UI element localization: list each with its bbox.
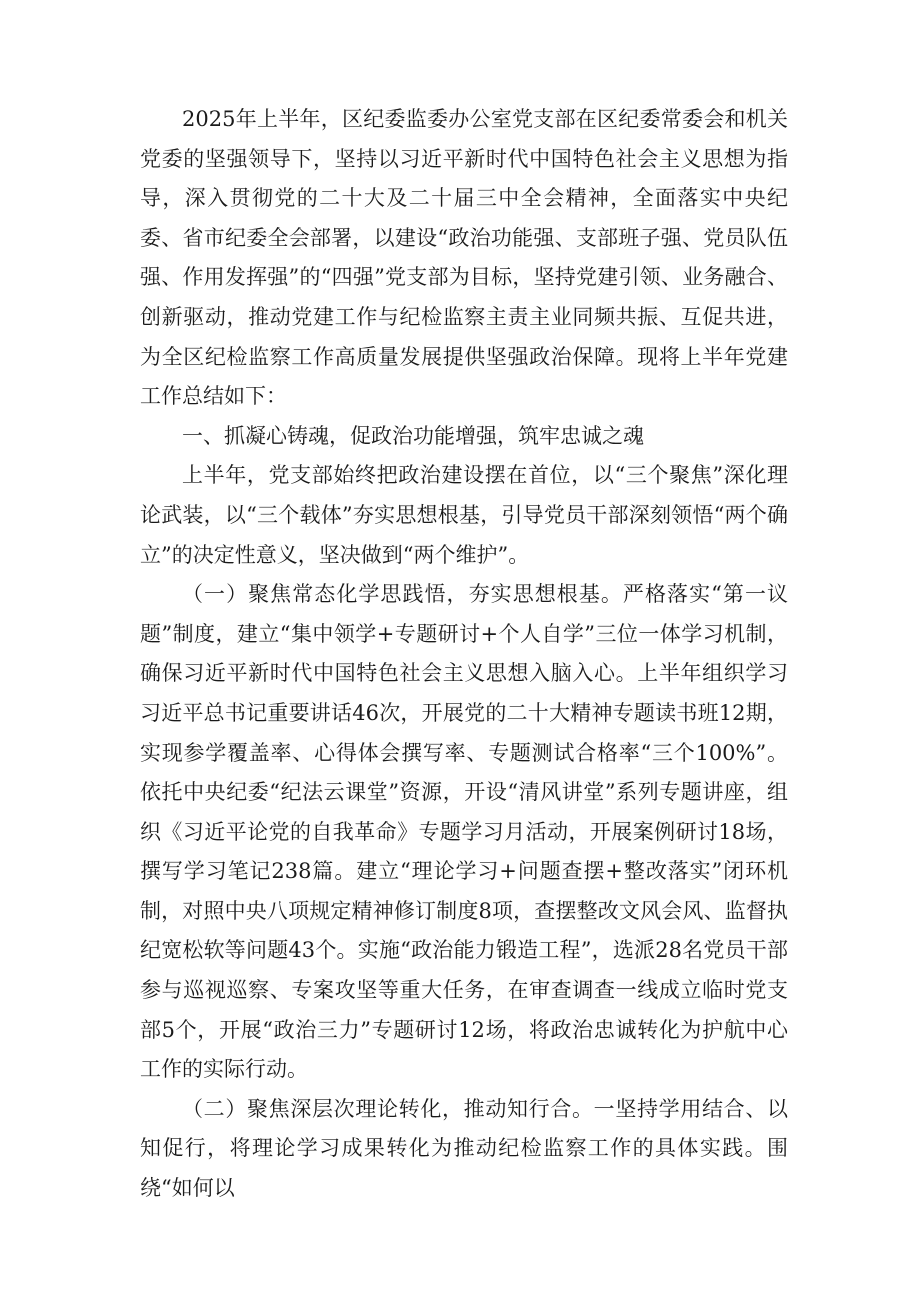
subsection-1-paragraph: （一）聚焦常态化学思践悟，夯实思想根基。严格落实“第一议题”制度，建立“集中领学+专题研讨+个人自学”三位一体学习机制，确保习近平新时代中国特色社会主义思想入脑入心。上半年组织学习习近平总书记重要讲话46次，开展党的二十大精神专题读书班12期，实现参学覆盖率、心得体会撰写率、专题测试合格率“三个100%”。依托中央纪委“纪法云课堂”资源，开设“清风讲堂”系列专题讲座，组织《习近平论党的自我革命》专题学习月活动，开展案例研讨18场，撰写学习笔记238篇。建立“理论学习+问题查摆+整改落实”闭环机制，对照中央八项规定精神修订制度8项，查摆整改文风会风、监督执纪宽松软等问题43个。实施“政治能力锻造工程”，选派28名党员干部参与巡视巡察、专案攻坚等重大任务，在审查调查一线成立临时党支部5个，开展“政治三力”专题研讨12场，将政治忠诚转化为护航中心工作的实际行动。: [140, 582, 788, 1082]
document-body: [140, 100, 788, 1209]
section-intro-paragraph: 上半年，党支部始终把政治建设摆在首位，以“三个聚焦”深化理论武装，以“三个载体”夯实思想根基，引导党员干部深刻领悟“两个确立”的决定性意义，坚决做到“两个维护”。: [140, 463, 788, 567]
section-heading: 一、抓凝心铸魂，促政治功能增强，筑牢忠诚之魂: [182, 423, 644, 448]
subsection-2-paragraph: （二）聚焦深层次理论转化，推动知行合。一坚持学用结合、以知促行，将理论学习成果转化为推动纪检监察工作的具体实践。围绕“如何以: [140, 1096, 788, 1201]
intro-paragraph: 2025年上半年，区纪委监委办公室党支部在区纪委常委会和机关党委的坚强领导下，坚持以习近平新时代中国特色社会主义思想为指导，深入贯彻党的二十大及二十届三中全会精神，全面落实中央纪委、省市纪委全会部署，以建设“政治功能强、支部班子强、党员队伍强、作用发挥强”的“四强”党支部为目标，坚持党建引领、业务融合、创新驱动，推动党建工作与纪检监察主责主业同频共振、互促共进，为全区纪检监察工作高质量发展提供坚强政治保障。现将上半年党建工作总结如下：: [140, 107, 788, 409]
